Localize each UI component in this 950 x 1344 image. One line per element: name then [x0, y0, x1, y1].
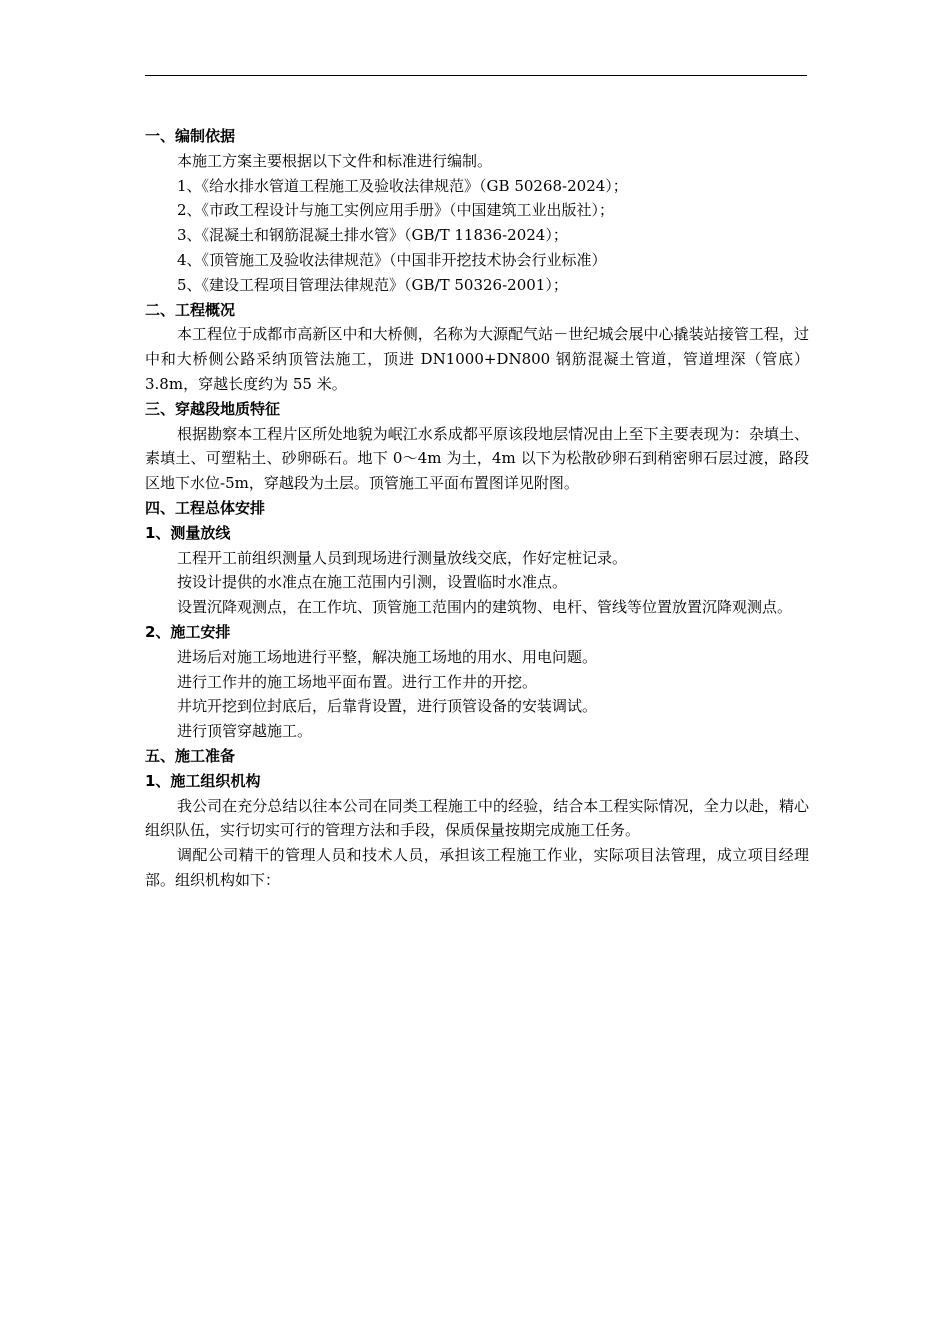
reference-item: 2、《市政工程设计与施工实例应用手册》（中国建筑工业出版社）； [177, 201, 615, 220]
section-4-heading: 四、工程总体安排 [145, 498, 266, 517]
section-4-2-paragraph: 井坑开挖到位封底后，后靠背设置，进行顶管设备的安装调试。 [177, 697, 598, 716]
section-3-heading: 三、穿越段地质特征 [145, 399, 281, 418]
reference-item: 5、《建设工程项目管理法律规范》（GB/T 50326-2001）； [177, 275, 568, 294]
section-5-1-heading: 1、施工组织机构 [145, 771, 261, 790]
section-4-1-paragraph: 按设计提供的水准点在施工范围内引测，设置临时水准点。 [177, 573, 568, 592]
section-4-1-paragraph: 设置沉降观测点，在工作坑、顶管施工范围内的建筑物、电杆、管线等位置放置沉降观测点。 [177, 598, 793, 617]
section-4-1-paragraph: 工程开工前组织测量人员到现场进行测量放线交底，作好定桩记录。 [177, 548, 628, 567]
reference-item: 3、《混凝土和钢筋混凝土排水管》（GB/T 11836-2024）； [177, 226, 568, 245]
section-4-2-paragraph: 进行工作井的施工场地平面布置。进行工作井的开挖。 [177, 672, 538, 691]
document-body [145, 124, 809, 893]
header-rule [145, 75, 807, 76]
section-2-text: 本工程位于成都市高新区中和大桥侧，名称为大源配气站－世纪城会展中心撬装站接管工程，过中和大桥侧公路采纳顶管法施工，顶进 DN1000+DN800 钢筋混凝土管道，管道埋深（管底）3.8m，穿越长度约为 55 米。 [145, 325, 809, 393]
section-4-1-heading: 1、测量放线 [145, 523, 231, 542]
reference-item: 1、《给水排水管道工程施工及验收法律规范》（GB 50268-2024）； [177, 176, 628, 195]
section-5-1-paragraph: 调配公司精干的管理人员和技术人员，承担该工程施工作业，实际项目法管理，成立项目经理部。组织机构如下： [145, 846, 809, 889]
reference-item: 4、《顶管施工及验收法律规范》（中国非开挖技术协会行业标准） [177, 250, 607, 269]
section-4-2-paragraph: 进行顶管穿越施工。 [177, 722, 313, 741]
section-2-heading: 二、工程概况 [145, 300, 236, 319]
section-5-1-paragraph: 我公司在充分总结以往本公司在同类工程施工中的经验，结合本工程实际情况，全力以赴，精心组织队伍，实行切实可行的管理方法和手段，保质保量按期完成施工任务。 [145, 796, 809, 840]
section-3-text: 根据勘察本工程片区所处地貌为岷江水系成都平原该段地层情况由上至下主要表现为：杂填土、素填土、可塑粘土、砂卵砾石。地下 0～4m 为土，4m 以下为松散砂卵石到稍密卵石层过渡，路段区地下水位-5m，穿越段为土层。顶管施工平面布置图详见附图。 [145, 424, 809, 493]
section-4-2-heading: 2、施工安排 [145, 622, 231, 641]
section-1-heading: 一、编制依据 [145, 127, 236, 145]
section-1-intro: 本施工方案主要根据以下文件和标准进行编制。 [177, 151, 493, 170]
section-5-heading: 五、施工准备 [145, 746, 236, 765]
section-4-2-paragraph: 进场后对施工场地进行平整，解决施工场地的用水、用电问题。 [177, 647, 598, 666]
